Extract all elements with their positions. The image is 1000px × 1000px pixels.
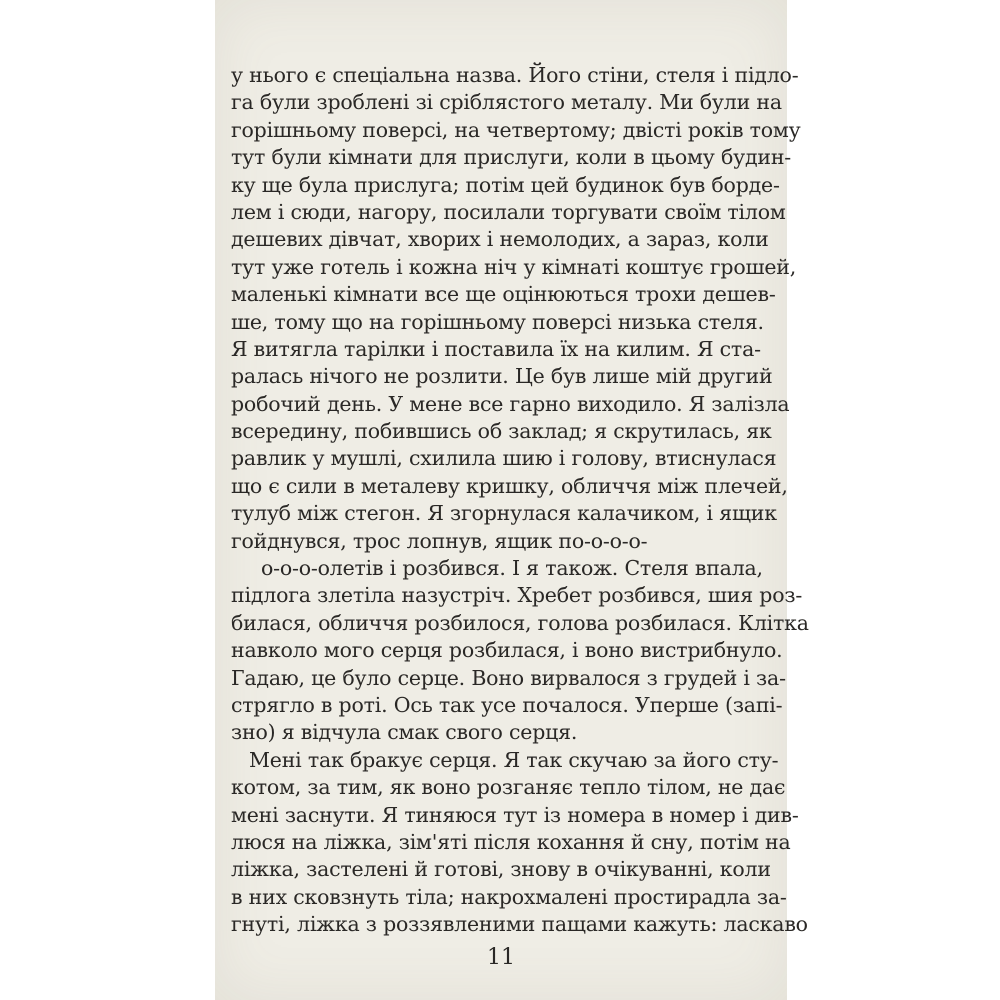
text-line: гнуті, ліжка з роззявленими пащами кажуть: ласкаво	[231, 912, 808, 937]
text-line: робочий день. У мене все гарно виходило. Я залізла	[231, 391, 790, 416]
text-line: люся на ліжка, зім'яті після кохання й сну, потім на	[231, 829, 791, 854]
text-line: стрягло в роті. Ось так усе почалося. Уперше (запі-	[231, 692, 783, 717]
text-line: ше, тому що на горішньому поверсі низька стеля.	[231, 309, 764, 334]
text-line: в них сковзнуть тіла; накрохмалені простирадла за-	[231, 884, 787, 909]
page-number: 11	[487, 945, 515, 970]
text-line: дешевих дівчат, хворих і немолодих, а зараз, коли	[231, 227, 769, 252]
text-line: Гадаю, це було серце. Воно вирвалося з грудей і за-	[231, 665, 786, 690]
book-page	[215, 0, 809, 1000]
text-line: котом, за тим, як воно розганяє тепло тілом, не дає	[231, 775, 786, 800]
text-line: Мені так бракує серця. Я так скучаю за його сту-	[249, 747, 779, 772]
text-line: горішньому поверсі, на четвертому; двісті років тому	[231, 117, 801, 142]
text-line: що є сили в металеву кришку, обличчя між плечей,	[231, 473, 788, 498]
text-line: зно) я відчула смак свого серця.	[231, 720, 578, 745]
body-text	[231, 62, 809, 939]
text-line: Я витягла тарілки і поставила їх на килим. Я ста-	[231, 336, 761, 361]
text-line: тут були кімнати для прислуги, коли в цьому будин-	[231, 145, 792, 170]
text-line: всередину, побившись об заклад; я скрутилась, як	[231, 419, 772, 444]
text-line: тут уже готель і кожна ніч у кімнаті коштує грошей,	[231, 254, 797, 279]
text-line: маленькі кімнати все ще оцінюються трохи дешев-	[231, 282, 776, 307]
text-line: ку ще була прислуга; потім цей будинок був борде-	[231, 172, 780, 197]
text-line: о-о-о-олетів і розбився. І я також. Стеля впала,	[261, 556, 763, 581]
text-line: підлога злетіла назустріч. Хребет розбився, шия роз-	[231, 583, 803, 608]
text-line: ралась нічого не розлити. Це був лише мій другий	[231, 364, 773, 389]
text-line: га були зроблені зі сріблястого металу. Ми були на	[231, 90, 782, 115]
text-line: тулуб між стегон. Я згорнулася калачиком, і ящик	[231, 501, 777, 526]
text-line: у нього є спеціальна назва. Його стіни, стеля і підло-	[231, 63, 799, 87]
text-line: ліжка, застелені й готові, знову в очікуванні, коли	[231, 857, 771, 882]
text-line: билася, обличчя розбилося, голова розбилася. Клітка	[231, 610, 809, 635]
text-line: равлик у мушлі, схилила шию і голову, втиснулася	[231, 446, 777, 471]
text-line: навколо мого серця розбилася, і воно вистрибнуло.	[231, 638, 783, 663]
text-line: лем і сюди, нагору, посилали торгувати своїм тілом	[231, 199, 786, 224]
text-line: гойднувся, трос лопнув, ящик по-о-о-о-	[231, 528, 648, 553]
text-line: мені заснути. Я тиняюся тут із номера в номер і див-	[231, 802, 799, 827]
